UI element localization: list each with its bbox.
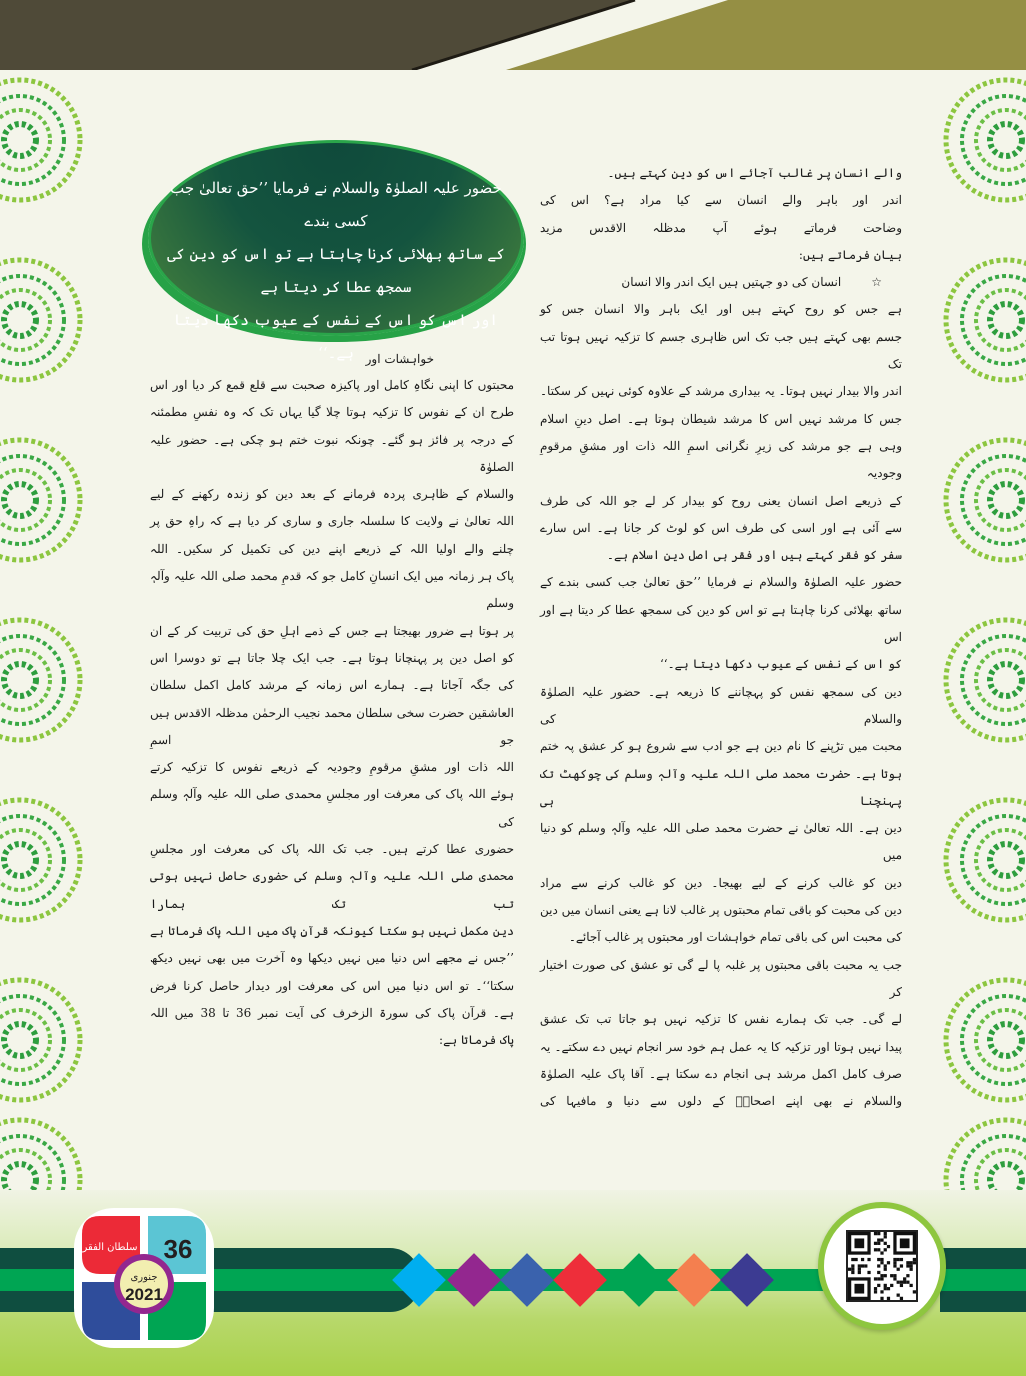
- qr-module: [906, 1274, 909, 1277]
- qr-module: [848, 1268, 851, 1271]
- qr-module: [874, 1277, 877, 1280]
- pull-quote-line: اور اس کو اس کے نفس کے عیوب دکھا دیتا ہے۔‘‘: [173, 311, 499, 362]
- text-line: طرح ان کے نفوس کا تزکیہ ہوتا چلا گیا یہاں تک کہ وہ نفسِ مطمئنہ: [150, 405, 514, 420]
- text-line: صرف کامل اکمل مرشد ہی انجام دے سکتا ہے۔ آقا پاک علیہ الصلوٰۃ: [540, 1066, 902, 1081]
- footer-band-green-right: [940, 1269, 1026, 1291]
- text-line: کے درجہ پر فائز ہو گئے۔ چونکہ نبوت ختم ہو چکی ہے۔ حضور علیہ الصلوٰۃ: [150, 432, 514, 474]
- left-mandala-strip: [0, 70, 120, 1190]
- qr-module: [880, 1238, 883, 1241]
- qr-module: [880, 1258, 883, 1261]
- text-line-content: انسان کی دو جہتیں ہیں ایک اندر والا انسان: [621, 275, 842, 290]
- qr-module: [906, 1281, 909, 1284]
- qr-module: [880, 1261, 883, 1264]
- qr-module: [884, 1264, 887, 1267]
- top-banner: [0, 0, 1026, 70]
- text-line: سفر کو فقر کہتے ہیں اور فقر ہی اصل دینِ اسلام ہے۔: [606, 548, 902, 563]
- footer-diamond: [553, 1253, 607, 1307]
- text-line: وہی ہے جو مرشد کی زیرِ نگرانی اسمِ اللہ ذات اور مشقِ مرقومِ وجودیہ: [540, 438, 902, 481]
- qr-module: [893, 1258, 896, 1261]
- qr-module: [874, 1287, 877, 1290]
- text-line: دین ہے۔ اللہ تعالیٰ نے حضرت محمد صلی اللہ علیہ وآلہٖ وسلم کو دنیا میں: [540, 821, 902, 863]
- qr-module: [880, 1297, 883, 1300]
- qr-module: [897, 1281, 900, 1284]
- text-line: کی جگہ آجاتا ہے۔ ہمارے اس زمانہ کے مرشد کامل اکمل سلطان: [150, 678, 514, 693]
- qr-module: [858, 1268, 861, 1271]
- qr-module: [851, 1258, 854, 1261]
- qr-module: [877, 1264, 880, 1267]
- text-line: پیدا نہیں ہوتا اور تزکیہ کا یہ عمل ہم خود سر انجام نہیں دے سکتے۔ یہ: [540, 1039, 902, 1054]
- qr-module: [874, 1242, 877, 1245]
- left-text-column: [150, 346, 514, 1054]
- footer-diamond: [720, 1253, 774, 1307]
- qr-module: [864, 1264, 867, 1267]
- qr-module: [893, 1261, 896, 1264]
- qr-module: [877, 1277, 880, 1280]
- qr-module: [887, 1297, 890, 1300]
- mandala-ornament-icon: [946, 80, 1026, 200]
- mandala-ornament-icon: [946, 440, 1026, 560]
- qr-module: [861, 1264, 864, 1267]
- qr-module: [867, 1258, 870, 1261]
- qr-module: [851, 1268, 854, 1271]
- magazine-badge: [70, 1204, 218, 1352]
- footer-diamond: [667, 1253, 721, 1307]
- text-line: سے آئی ہے اور اسی کی طرف اس کو لوٹ کر جانا ہے۔ اس سارے: [540, 520, 902, 535]
- text-line: اندر والا بیدار نہیں ہوتا۔ یہ بیداری مرشد کے علاوہ کوئی نہیں کر سکتا۔: [540, 384, 902, 399]
- text-line: العاشقین حضرت سخی سلطان محمد نجیب الرحمٰن مدظلہ الاقدس ہیں جو اسمِ: [150, 705, 514, 747]
- qr-module: [906, 1264, 909, 1267]
- qr-module: [884, 1268, 887, 1271]
- text-line: حضور علیہ الصلوٰۃ والسلام نے فرمایا ’’حق تعالیٰ جب کسی بندے کے: [540, 575, 902, 590]
- right-mandala-strip: [906, 70, 1026, 1190]
- pull-quote: [160, 172, 512, 370]
- qr-module: [877, 1248, 880, 1251]
- qr-module: [854, 1238, 864, 1248]
- issue-year: 2021: [125, 1285, 163, 1304]
- text-line: کی محبت اس کی باقی تمام خواہشات اور محبتوں پر غالب آجائے۔: [568, 930, 902, 945]
- qr-module: [851, 1271, 854, 1274]
- qr-module: [906, 1261, 909, 1264]
- page-footer: [0, 1190, 1026, 1376]
- qr-module: [913, 1290, 916, 1293]
- issue-month: جنوری: [130, 1272, 158, 1283]
- left-mandala-border: [0, 70, 120, 1190]
- text-line: ہوئے اللہ پاک کی معرفت اور مجلسِ محمدی صلی اللہ علیہ وآلہٖ وسلم کی: [150, 787, 514, 829]
- mandala-ornament-icon: [0, 440, 80, 560]
- qr-module: [884, 1248, 887, 1251]
- text-line: والسلام نے بھی اپنے اصحابؓ کے دلوں سے دنیا و مافیہا کی: [540, 1094, 902, 1109]
- qr-module: [874, 1232, 877, 1235]
- text-line: محمدی صلی اللہ علیہ وآلہٖ وسلم کی حضوری حاصل نہیں ہوتی تب تک ہمارا: [150, 869, 514, 911]
- qr-module: [897, 1268, 900, 1271]
- qr-module: [884, 1284, 887, 1287]
- qr-module: [880, 1277, 883, 1280]
- qr-module: [880, 1290, 883, 1293]
- text-line: وضاحت فرماتے ہوئے آپ مدظلہ الاقدس مزید: [540, 220, 902, 235]
- footer-diamond: [612, 1253, 666, 1307]
- right-text-column: [540, 160, 902, 1115]
- qr-module: [893, 1264, 896, 1267]
- text-line: کے ذریعے اصل انسان یعنی روح کو بیدار کر لے جو اللہ کی طرف: [540, 493, 902, 508]
- text-line: ہے۔ قرآن پاک کی سورۃ الزخرف کی آیت نمبر 36 تا 38 میں اللہ: [150, 1005, 514, 1020]
- mandala-ornament-icon: [0, 620, 80, 740]
- qr-code-ring: [818, 1202, 946, 1330]
- qr-module: [884, 1235, 887, 1238]
- qr-module: [858, 1271, 861, 1274]
- text-line: جسم بھی کہتے ہیں جب تک اس ظاہری جسم کا تزکیہ نہیں ہوتا تب تک: [540, 329, 902, 372]
- mandala-ornament-icon: [946, 260, 1026, 380]
- text-line: اللہ ذات اور مشقِ مرقومِ وجودیہ کے ذریعے نفوس کا تزکیہ کرتے: [150, 760, 515, 775]
- text-line: [540, 269, 902, 296]
- qr-module: [913, 1258, 916, 1261]
- qr-module: [877, 1242, 880, 1245]
- magazine-logo: سلطان الفقر: [82, 1242, 138, 1253]
- qr-module: [874, 1248, 877, 1251]
- text-line: دین کی محبت کو باقی تمام محبتوں پر غالب لانا ہے یعنی انسان میں دین: [540, 903, 902, 918]
- qr-module: [903, 1277, 906, 1280]
- qr-module: [900, 1258, 903, 1261]
- text-line: دین کو غالب کرنے کے لیے بھیجا۔ دین کو غالب کرنے سے مراد: [540, 875, 902, 890]
- text-line: محبتوں کا اپنی نگاہِ کامل اور پاکیزہ صحبت سے قلع قمع کر دیا اور اس: [150, 378, 514, 392]
- qr-module: [877, 1271, 880, 1274]
- mandala-ornament-icon: [0, 1120, 80, 1190]
- page-number: 36: [163, 1234, 193, 1264]
- qr-module: [858, 1264, 861, 1267]
- qr-module: [897, 1294, 900, 1297]
- qr-module: [900, 1281, 903, 1284]
- qr-module: [880, 1274, 883, 1277]
- text-line: ہوتا ہے۔ حضرت محمد صلی اللہ علیہ وآلہٖ وسلم کی چوکھٹ تک پہنچنا ہی: [540, 766, 902, 808]
- qr-module: [854, 1258, 857, 1261]
- text-line: والے انسان پر غالب آجائے اس کو دین کہتے ہیں۔: [607, 166, 902, 180]
- text-line: والسلام کے ظاہری پردہ فرمانے کے بعد دین کو زندہ رکھنے کے لیے: [150, 487, 514, 502]
- pull-quote-line: کے ساتھ بھلائی کرنا چاہتا ہے تو اس کو دین کی سمجھ عطا کر دیتا ہے: [167, 245, 505, 296]
- star-icon: ☆: [871, 275, 882, 290]
- qr-module: [900, 1284, 903, 1287]
- qr-module: [890, 1274, 893, 1277]
- text-line: پر ہوتا ہے ضرور بھیجتا ہے جس کے ذمے اہلِ حق کی تربیت کر کے ان: [150, 623, 514, 638]
- mandala-ornament-icon: [946, 980, 1026, 1100]
- qr-code[interactable]: [846, 1230, 918, 1302]
- qr-module: [913, 1261, 916, 1264]
- text-line: اللہ تعالیٰ نے ولایت کا سلسلہ جاری و ساری کر دیا ہے کہ راہِ حق پر: [150, 514, 514, 529]
- qr-module: [900, 1297, 903, 1300]
- qr-module: [900, 1264, 903, 1267]
- qr-module: [890, 1284, 893, 1287]
- qr-module: [880, 1251, 883, 1254]
- qr-module: [893, 1274, 896, 1277]
- footer-diamond: [500, 1253, 554, 1307]
- qr-module: [897, 1258, 900, 1261]
- qr-module: [910, 1261, 913, 1264]
- qr-module: [910, 1264, 913, 1267]
- qr-module: [884, 1232, 887, 1235]
- qr-module: [884, 1287, 887, 1290]
- qr-module: [877, 1258, 880, 1261]
- text-line: لے گی۔ جب تک ہمارے نفس کا تزکیہ نہیں ہو جاتا تب تک عشق: [540, 1012, 902, 1027]
- qr-module: [887, 1261, 890, 1264]
- text-line: ’’جس نے مجھے اس دنیا میں نہیں دیکھا وہ آخرت میں بھی نہیں دیکھ: [150, 951, 514, 966]
- text-line: سکتا‘‘۔ تو اس دنیا میں اس کی معرفت اور دیدار حاصل کرنا فرض: [150, 978, 514, 993]
- mandala-ornament-icon: [0, 980, 80, 1100]
- text-line: کو اس کے نفس کے عیوب دکھا دیتا ہے۔‘‘: [659, 657, 902, 672]
- qr-module: [887, 1245, 890, 1248]
- text-line: جس کا مرشد نہیں اس کا مرشد شیطان ہوتا ہے۔ اصل دینِ اسلام: [540, 411, 902, 426]
- qr-module: [910, 1284, 913, 1287]
- text-line: دین مکمل نہیں ہو سکتا کیونکہ قرآنِ پاک میں اللہ پاک فرماتا ہے: [150, 923, 514, 938]
- qr-module: [900, 1238, 910, 1248]
- qr-module: [861, 1258, 864, 1261]
- text-line: کو اصل دین پر پہنچانا ہوتا ہے۔ جب ایک چلا جاتا ہے تو دوسرا اس: [150, 650, 514, 665]
- footer-diamond: [447, 1253, 501, 1307]
- mandala-ornament-icon: [0, 260, 80, 380]
- text-line: جب یہ محبت باقی محبتوں پر غلبہ پا لے گی تو عشق کی صورت اختیار کر: [540, 957, 902, 999]
- qr-module: [887, 1287, 890, 1290]
- text-line: محبت میں تڑپنے کا نام دین ہے جو ادب سے شروع ہو کر عشق پہ ختم: [540, 739, 902, 754]
- qr-module: [851, 1264, 854, 1267]
- qr-module: [867, 1271, 870, 1274]
- qr-module: [874, 1290, 877, 1293]
- text-line: ساتھ بھلائی کرنا چاہتا ہے تو اس کو دین کی سمجھ عطا کر دیتا ہے اور اس: [540, 602, 902, 645]
- text-line: اندر اور باہر والے انسان سے کیا مراد ہے؟ اس کی: [540, 193, 902, 208]
- mandala-ornament-icon: [0, 80, 80, 200]
- qr-module: [903, 1281, 906, 1284]
- qr-module: [877, 1232, 880, 1235]
- text-line: ہے جس کو روح کہتے ہیں اور ایک باہر والا انسان جس کو: [540, 302, 902, 317]
- mandala-ornament-icon: [946, 620, 1026, 740]
- qr-module: [893, 1277, 896, 1280]
- qr-module: [910, 1268, 913, 1271]
- text-line: پاک ہر زمانہ میں ایک انسانِ کامل جو کہ قدمِ محمد صلی اللہ علیہ وآلہٖ وسلم: [150, 569, 514, 611]
- text-line: بیان فرماتے ہیں:: [798, 247, 902, 262]
- mandala-ornament-icon: [946, 800, 1026, 920]
- column-heading: خواہشات اور: [365, 352, 434, 366]
- text-line: چلنے والے اولیا اللہ کے ذریعے اپنے دین کی تکمیل کر سکیں۔ اللہ: [150, 541, 514, 556]
- qr-module: [877, 1284, 880, 1287]
- right-mandala-border: [906, 70, 1026, 1190]
- text-line: دین کی سمجھ نفس کو پہچاننے کا ذریعہ ہے۔ حضور علیہ الصلوٰۃ والسلام کی: [540, 684, 902, 726]
- qr-module: [884, 1274, 887, 1277]
- mandala-ornament-icon: [0, 800, 80, 920]
- mandala-ornament-icon: [946, 1120, 1026, 1190]
- qr-module: [877, 1238, 880, 1241]
- text-line: حضوری عطا کرتے ہیں۔ جب تک اللہ پاک کی معرفت اور مجلسِ: [150, 842, 514, 857]
- text-line: پاک فرماتا ہے:: [439, 1033, 514, 1048]
- qr-module: [854, 1284, 864, 1294]
- pull-quote-line: حضور علیہ الصلوٰۃ والسلام نے فرمایا ’’حق تعالیٰ جب کسی بندے: [170, 179, 502, 230]
- qr-module: [884, 1242, 887, 1245]
